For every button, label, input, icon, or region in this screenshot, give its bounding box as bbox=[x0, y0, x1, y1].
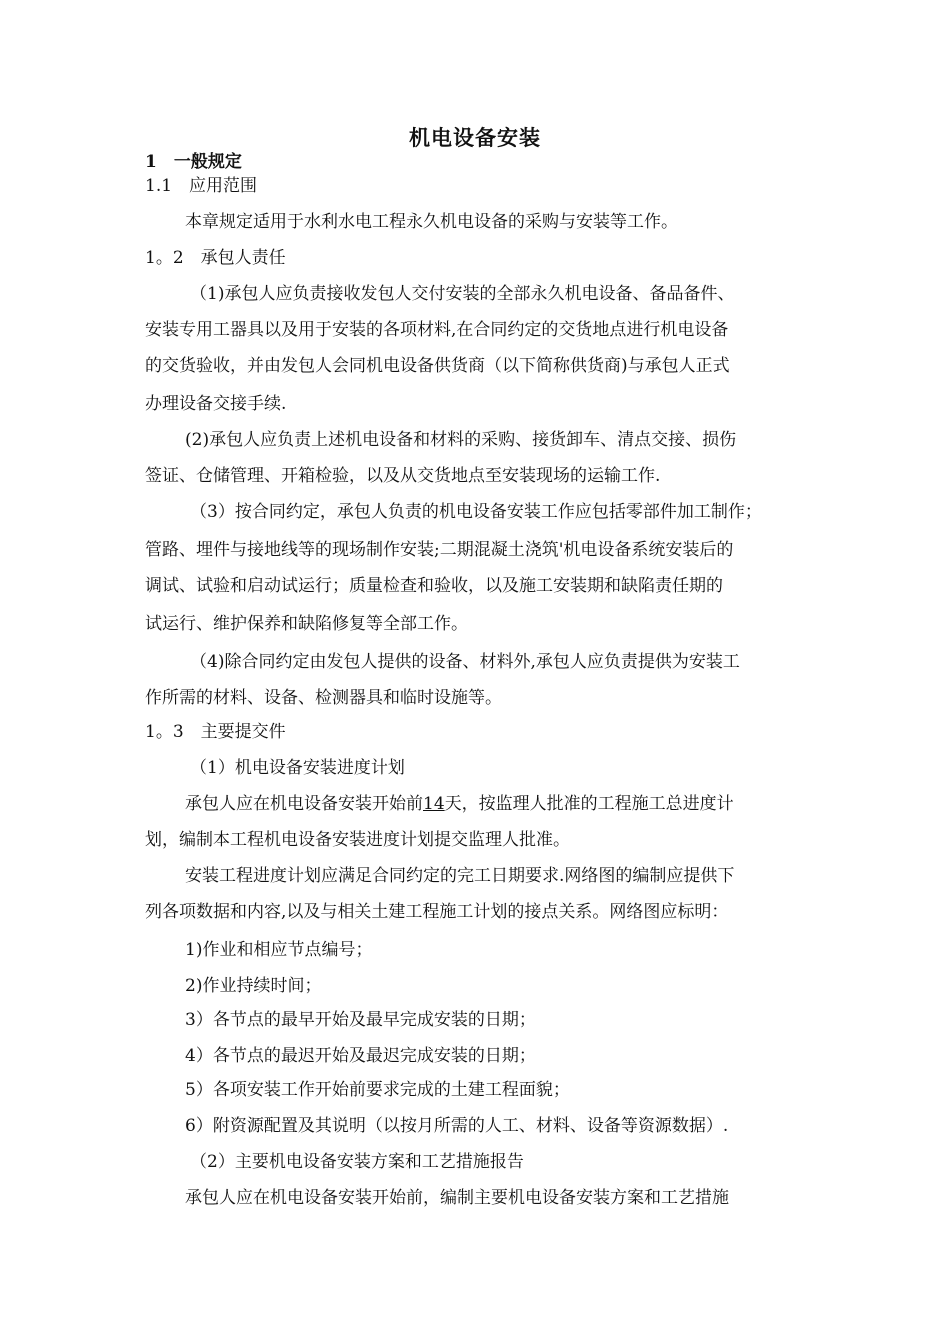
paragraph-line: 安装专用工器具以及用于安装的各项材料,在合同约定的交货地点进行机电设备 bbox=[145, 320, 729, 340]
paragraph-line: 试运行、维护保养和缺陷修复等全部工作。 bbox=[145, 614, 468, 634]
days-value: 14 bbox=[423, 794, 445, 814]
list-item: 6）附资源配置及其说明（以按月所需的人工、材料、设备等资源数据）. bbox=[185, 1116, 729, 1136]
paragraph-line: 办理设备交接手续. bbox=[145, 394, 287, 414]
list-item: 3）各节点的最早开始及最早完成安装的日期； bbox=[185, 1010, 536, 1030]
list-item: 1)作业和相应节点编号； bbox=[185, 940, 373, 960]
list-item: 4）各节点的最迟开始及最迟完成安装的日期； bbox=[185, 1046, 536, 1066]
paragraph-line: 承包人应在机电设备安装开始前，编制主要机电设备安装方案和工艺措施 bbox=[185, 1188, 729, 1208]
paragraph-line: 作所需的材料、设备、检测器具和临时设施等。 bbox=[145, 688, 502, 708]
paragraph-line: 管路、埋件与接地线等的现场制作安装;二期混凝土浇筑'机电设备系统安装后的 bbox=[145, 540, 734, 560]
paragraph-line: 调试、试验和启动试运行；质量检查和验收，以及施工安装期和缺陷责任期的 bbox=[145, 576, 723, 596]
paragraph-text: 承包人应在机电设备安装开始前 bbox=[185, 794, 423, 814]
paragraph-line: 签证、仓储管理、开箱检验，以及从交货地点至安装现场的运输工作. bbox=[145, 466, 661, 486]
paragraph-line: （4)除合同约定由发包人提供的设备、材料外,承包人应负责提供为安装工 bbox=[190, 652, 740, 672]
paragraph-line: （1)承包人应负责接收发包人交付安装的全部永久机电设备、备品备件、 bbox=[190, 284, 735, 304]
document-title: 机电设备安装 bbox=[409, 125, 541, 150]
subsection-heading: 1.1 应用范围 bbox=[145, 176, 258, 196]
paragraph-line: 的交货验收，并由发包人会同机电设备供货商（以下简称供货商)与承包人正式 bbox=[145, 356, 730, 376]
subsection-heading: 1。3 主要提交件 bbox=[145, 722, 286, 742]
item-heading: （2）主要机电设备安装方案和工艺措施报告 bbox=[190, 1152, 524, 1172]
list-item: 5）各项安装工作开始前要求完成的土建工程面貌； bbox=[185, 1080, 570, 1100]
paragraph-line: 本章规定适用于水利水电工程永久机电设备的采购与安装等工作。 bbox=[185, 212, 678, 232]
subsection-heading: 1。2 承包人责任 bbox=[145, 248, 286, 268]
item-heading: （1）机电设备安装进度计划 bbox=[190, 758, 405, 778]
paragraph-line: 划，编制本工程机电设备安装进度计划提交监理人批准。 bbox=[145, 830, 570, 850]
paragraph-line: 列各项数据和内容,以及与相关土建工程施工计划的接点关系。网络图应标明： bbox=[145, 902, 729, 922]
list-item: 2)作业持续时间； bbox=[185, 976, 322, 996]
section-heading: 1 一般规定 bbox=[145, 152, 242, 172]
paragraph-line: (2)承包人应负责上述机电设备和材料的采购、接货卸车、清点交接、损伤 bbox=[185, 430, 737, 450]
paragraph-line: 安装工程进度计划应满足合同约定的完工日期要求.网络图的编制应提供下 bbox=[185, 866, 735, 886]
paragraph-line bbox=[185, 792, 734, 816]
paragraph-text: 天，按监理人批准的工程施工总进度计 bbox=[444, 794, 734, 814]
paragraph-line: （3）按合同约定，承包人负责的机电设备安装工作应包括零部件加工制作； bbox=[190, 502, 762, 522]
